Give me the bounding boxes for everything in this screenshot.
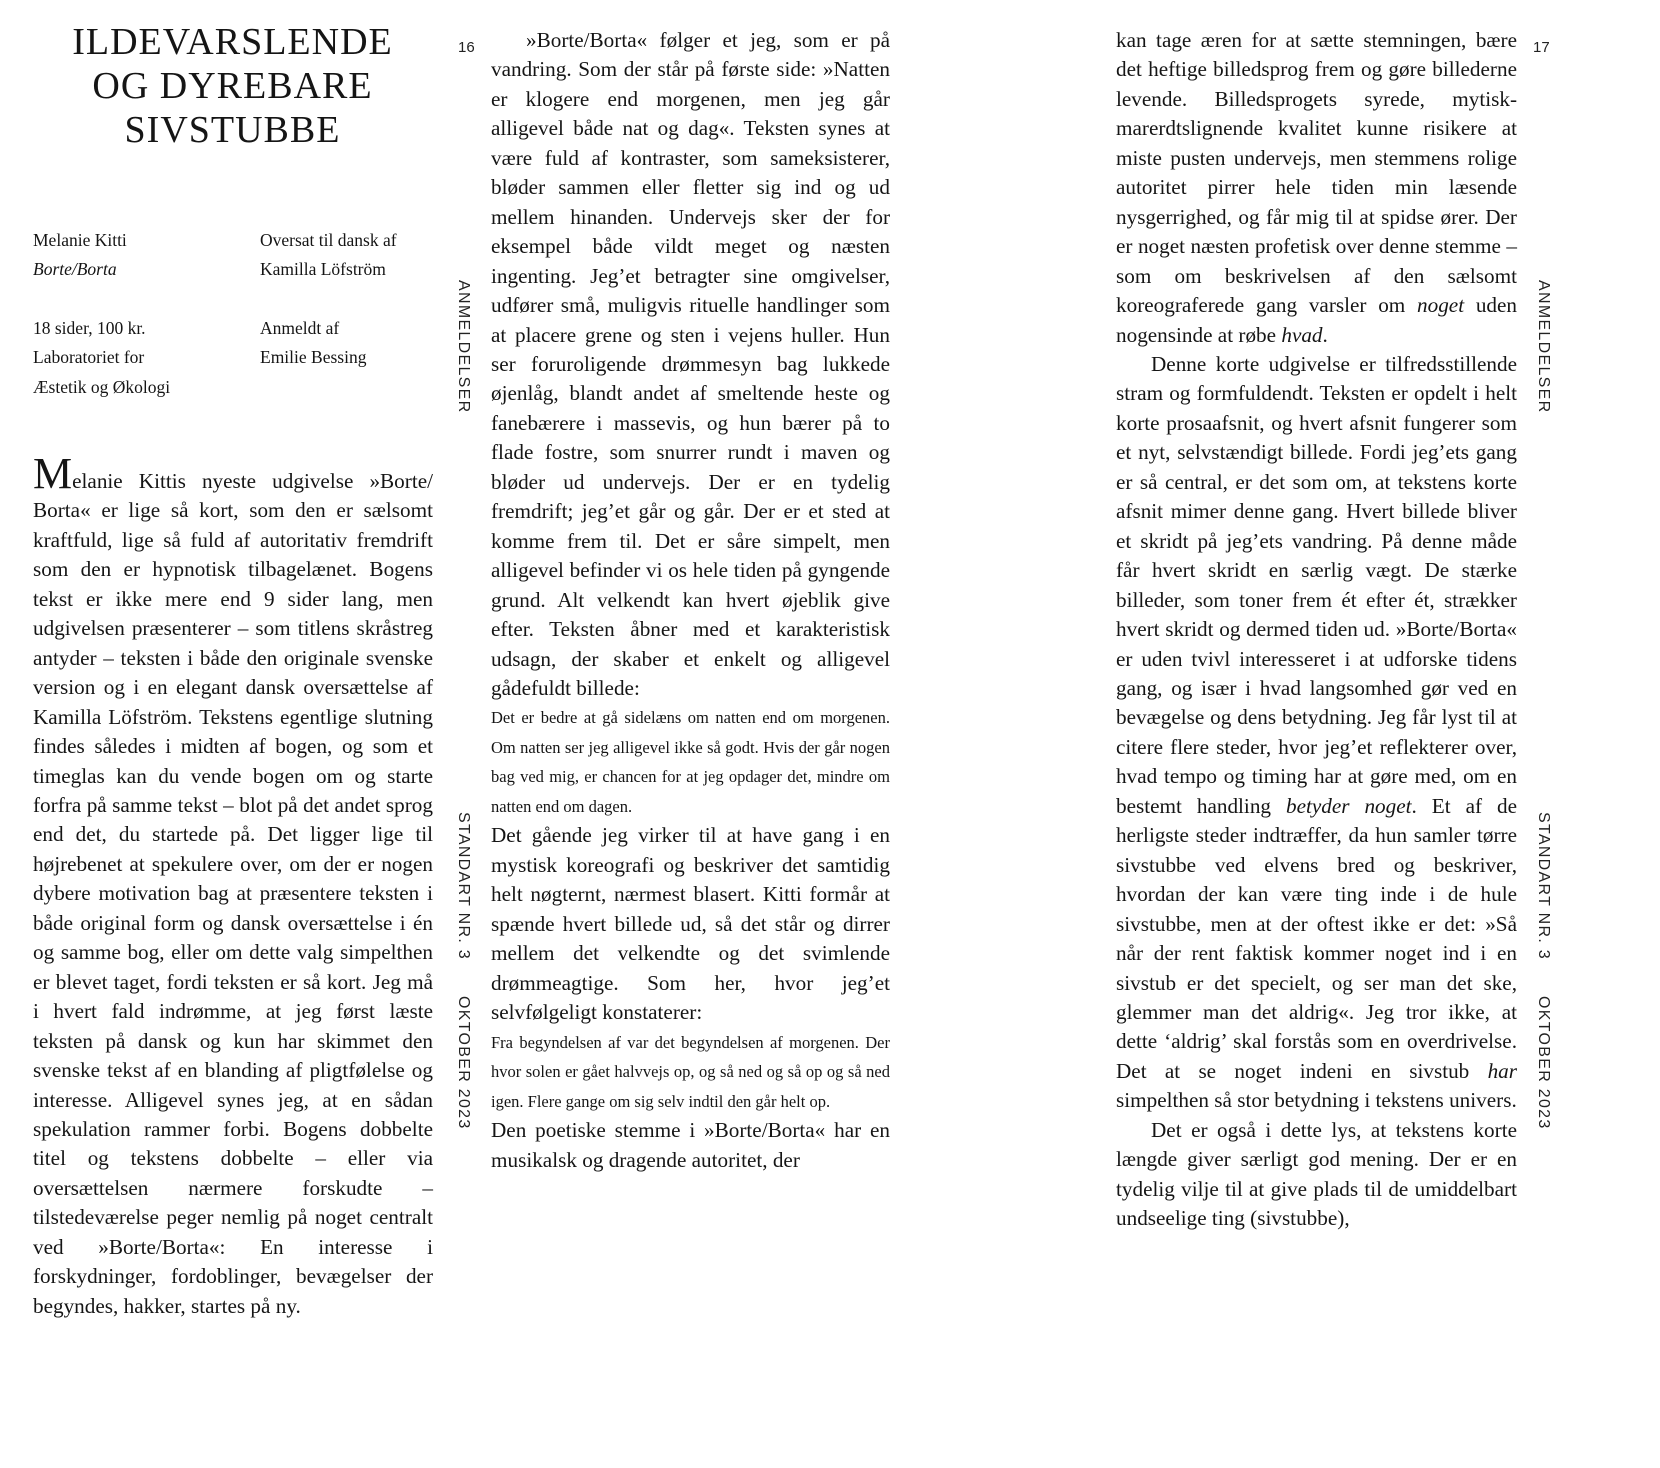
intro-paragraph <box>33 449 433 1321</box>
book-title: Borte/Borta <box>33 259 117 280</box>
col3-p1-text-b: uden nogensinde at røbe <box>1116 293 1518 347</box>
col2-paragraph-1: »Borte/Borta« følger et jeg, som er på vandring. Som der står på første side: »Natten er klogere end morgenen, men jeg går alligevel både nat og dag«. Teksten synes at være fuld af kontraster, som sameksisterer, bløder sammen eller fletter sig ind og ud mellem hinanden. Undervejs sker der for eksempel både vildt meget og næsten ingenting. Jeg’et betragter sine omgivelser, udfører små, muligvis rituelle handlinger som at placere grene og sten i vejens huller. Hun ser foruroligende drømmesyn bag lukkede øjenlåg, blandt andet af smeltende heste og fanebærere i massevis, og hun bærer på to flade fostre, som snurrer rundt i maven og bløder ud undervejs. Der er en tydelig fremdrift; jeg’et går og går. Der er et sted at komme frem til. Det er såre simpelt, men alligevel befinder vi os hele tiden på gyngende grund. Alt velkendt kan hvert øjeblik give efter. Teksten åbner med et karakteristisk udsagn, der skaber et enkelt og alligevel gådefuldt billede: <box>491 28 890 700</box>
col3-p2-text-c: simpelthen så stor betydning i tekstens univers. <box>1116 1088 1517 1113</box>
title-line-1: ILDEVARSLENDE <box>72 21 393 63</box>
running-head-date-right: OKTOBER 2023 <box>1535 996 1552 1130</box>
publisher-line-1: Laboratoriet for <box>33 347 145 368</box>
col2-paragraph-3: Den poetiske stemme i »Borte/Borta« har en musikalsk og dragende autoritet, der <box>491 1118 890 1172</box>
running-head-section-right: ANMELDELSER <box>1535 280 1552 414</box>
col3-p2-emphasis-2: har <box>1487 1058 1517 1083</box>
col2-paragraph-2: Det gående jeg virker til at have gang i en mystisk koreografi og beskriver det samtidig helt nøgternt, nærmest blasert. Kitti formår at spænde hvert billede ud, så det står og dirrer mellem det velkendte og det svimlende drømmeagtige. Som her, hvor jeg’et selvfølgeligt konstaterer: <box>491 823 890 1025</box>
running-head-section-left: ANMELDELSER <box>455 280 472 414</box>
title-line-2: OG DYREBARE <box>92 65 373 107</box>
col3-p2-emphasis-1: betyder noget <box>1285 793 1412 818</box>
running-head-magazine-left: STANDART NR. 3 <box>455 812 472 961</box>
col3-paragraph-1 <box>1116 26 1517 350</box>
page-number-left: 16 <box>458 39 475 56</box>
article-title <box>30 20 435 152</box>
col3-paragraph-2 <box>1116 350 1517 1116</box>
page-number-right: 17 <box>1533 39 1550 56</box>
publisher-line-2: Æstetik og Økologi <box>33 376 171 397</box>
running-head-date-left: OKTOBER 2023 <box>455 996 472 1130</box>
col3-p1-emphasis-1: noget <box>1417 293 1465 318</box>
running-head-magazine-right: STANDART NR. 3 <box>1535 812 1552 961</box>
col3-p2-text-b: . Et af de herligste steder indtræffer, da hun samler tørre sivstubbe ved elvens bred og beskriver, hvordan der kan være ting inde i de hule sivstubbe, men at der oftest ikke er det: »Så når der rent faktisk kommer noget ind i en sivstub er det specielt, og ser man det ske, glemmer man det aldrig«. Jeg tror ikke, at dette ‘aldrig’ skal forstås som en overdrivelse. Det at se noget indeni en sivstub <box>1116 793 1517 1083</box>
reviewer: Emilie Bessing <box>260 347 367 368</box>
reviewer-label: Anmeldt af <box>260 317 340 338</box>
col3-paragraph-3: Det er også i dette lys, at tekstens korte længde giver særligt god mening. Der er en tydelig vilje til at give plads til de umiddelbart undseelige ting (sivstubbe), <box>1116 1117 1517 1231</box>
block-quote-1: Det er bedre at gå sidelæns om natten end om morgenen. Om natten ser jeg alligevel ikke så godt. Hvis der går nogen bag ved mig, er chancen for at jeg opdager det, mindre om natten end om dagen. <box>491 708 890 816</box>
column-2 <box>491 26 890 1175</box>
column-1 <box>33 449 433 1321</box>
translator: Kamilla Löfström <box>260 259 386 280</box>
credits-info <box>260 226 450 373</box>
drop-cap: M <box>33 449 73 498</box>
block-quote-2: Fra begyndelsen af var det begyndelsen af morgenen. Der hvor solen er gået halvvejs op, og så ned og så op og så ned igen. Flere gange om sig selv indtil den går helt op. <box>491 1032 890 1111</box>
intro-text: elanie Kittis nyeste udgivelse »Borte/ Borta« er lige så kort, som den er sælsomt kraftfuld, lige så fuld af autoritativ fremdrift som den er hypnotisk tilbagelænet. Bogens tekst er ikke mere end 9 sider lang, men udgivelsen præsenterer – som titlens skråstreg antyder – teksten i både den originale svenske version og i en elegant dansk oversættelse af Kamilla Löfström. Tekstens egentlige slutning findes således i midten af bogen, og som et timeglas kan du vende bogen om og starte forfra på samme tekst – blot på det andet sprog end det, du startede på. Det ligger lige til højrebenet at spekulere over, om der er nogen dybere motivation bag at præsentere teksten i både original form og dansk oversættelse i én og samme bog, eller om dette valg simpelthen er blevet taget, fordi teksten er så kort. Jeg må i hvert fald indrømme, at jeg først læste teksten på dansk og kun har skimmet den svenske tekst af en blanding af pligtfølelse og interesse. Alligevel synes jeg, at en sådan spekulation rammer forbi. Bogens dobbelte titel og tekstens dobbelte – eller via oversættelsen nærmere forskudte – tilstedeværelse peger nemlig på noget centralt ved »Borte/Borta«: En interesse i forskydninger, fordoblinger, bevægelser der begyndes, hakker, startes på ny. <box>33 469 433 1318</box>
pages-price: 18 sider, 100 kr. <box>33 317 146 338</box>
column-3 <box>1116 26 1517 1234</box>
author: Melanie Kitti <box>33 230 127 250</box>
col3-p2-text-a: Denne korte udgivelse er tilfredsstillende stram og formfuldendt. Teksten er opdelt i helt korte prosaafsnit, og hvert afsnit fungerer som et nyt, selvstændigt billede. Fordi jeg’ets gang er så central, er det som om, at tekstens korte afsnit mimer denne gang. Hvert billede bliver et skridt på jeg’ets vandring. På denne måde får hvert skridt en særlig vægt. De stærke billeder, som toner frem ét efter ét, strækker hvert skridt og dermed tiden ud. »Borte/Borta« er uden tvivl interesseret i at udforske tidens gang, og især i hvad langsomhed gør ved en bevægelse og dens betydning. Jeg får lyst til at citere flere steder, hvor jeg’et reflekterer over, hvad tempo og timing har at gøre med, om en bestemt handling <box>1116 351 1517 818</box>
title-line-3: SIVSTUBBE <box>124 109 341 151</box>
book-info <box>33 226 243 402</box>
col3-p1-text-a: kan tage æren for at sætte stemningen, bære det heftige billedsprog frem og gøre billederne levende. Billedsprogets syrede, mytisk-marerdtslignende kvalitet kunne risikere at miste pusten undervejs, men stemmens rolige autoritet pirrer hele tiden min læsende nysgerrighed, og får mig til at spidse ører. Der er noget næsten profetisk over denne stemme – som om beskrivelsen af den sælsomt koreograferede gang varsler om <box>1116 28 1517 318</box>
col3-p1-emphasis-2: hvad <box>1281 322 1323 347</box>
translator-label: Oversat til dansk af <box>260 230 397 250</box>
col3-p1-text-c: . <box>1322 322 1328 347</box>
